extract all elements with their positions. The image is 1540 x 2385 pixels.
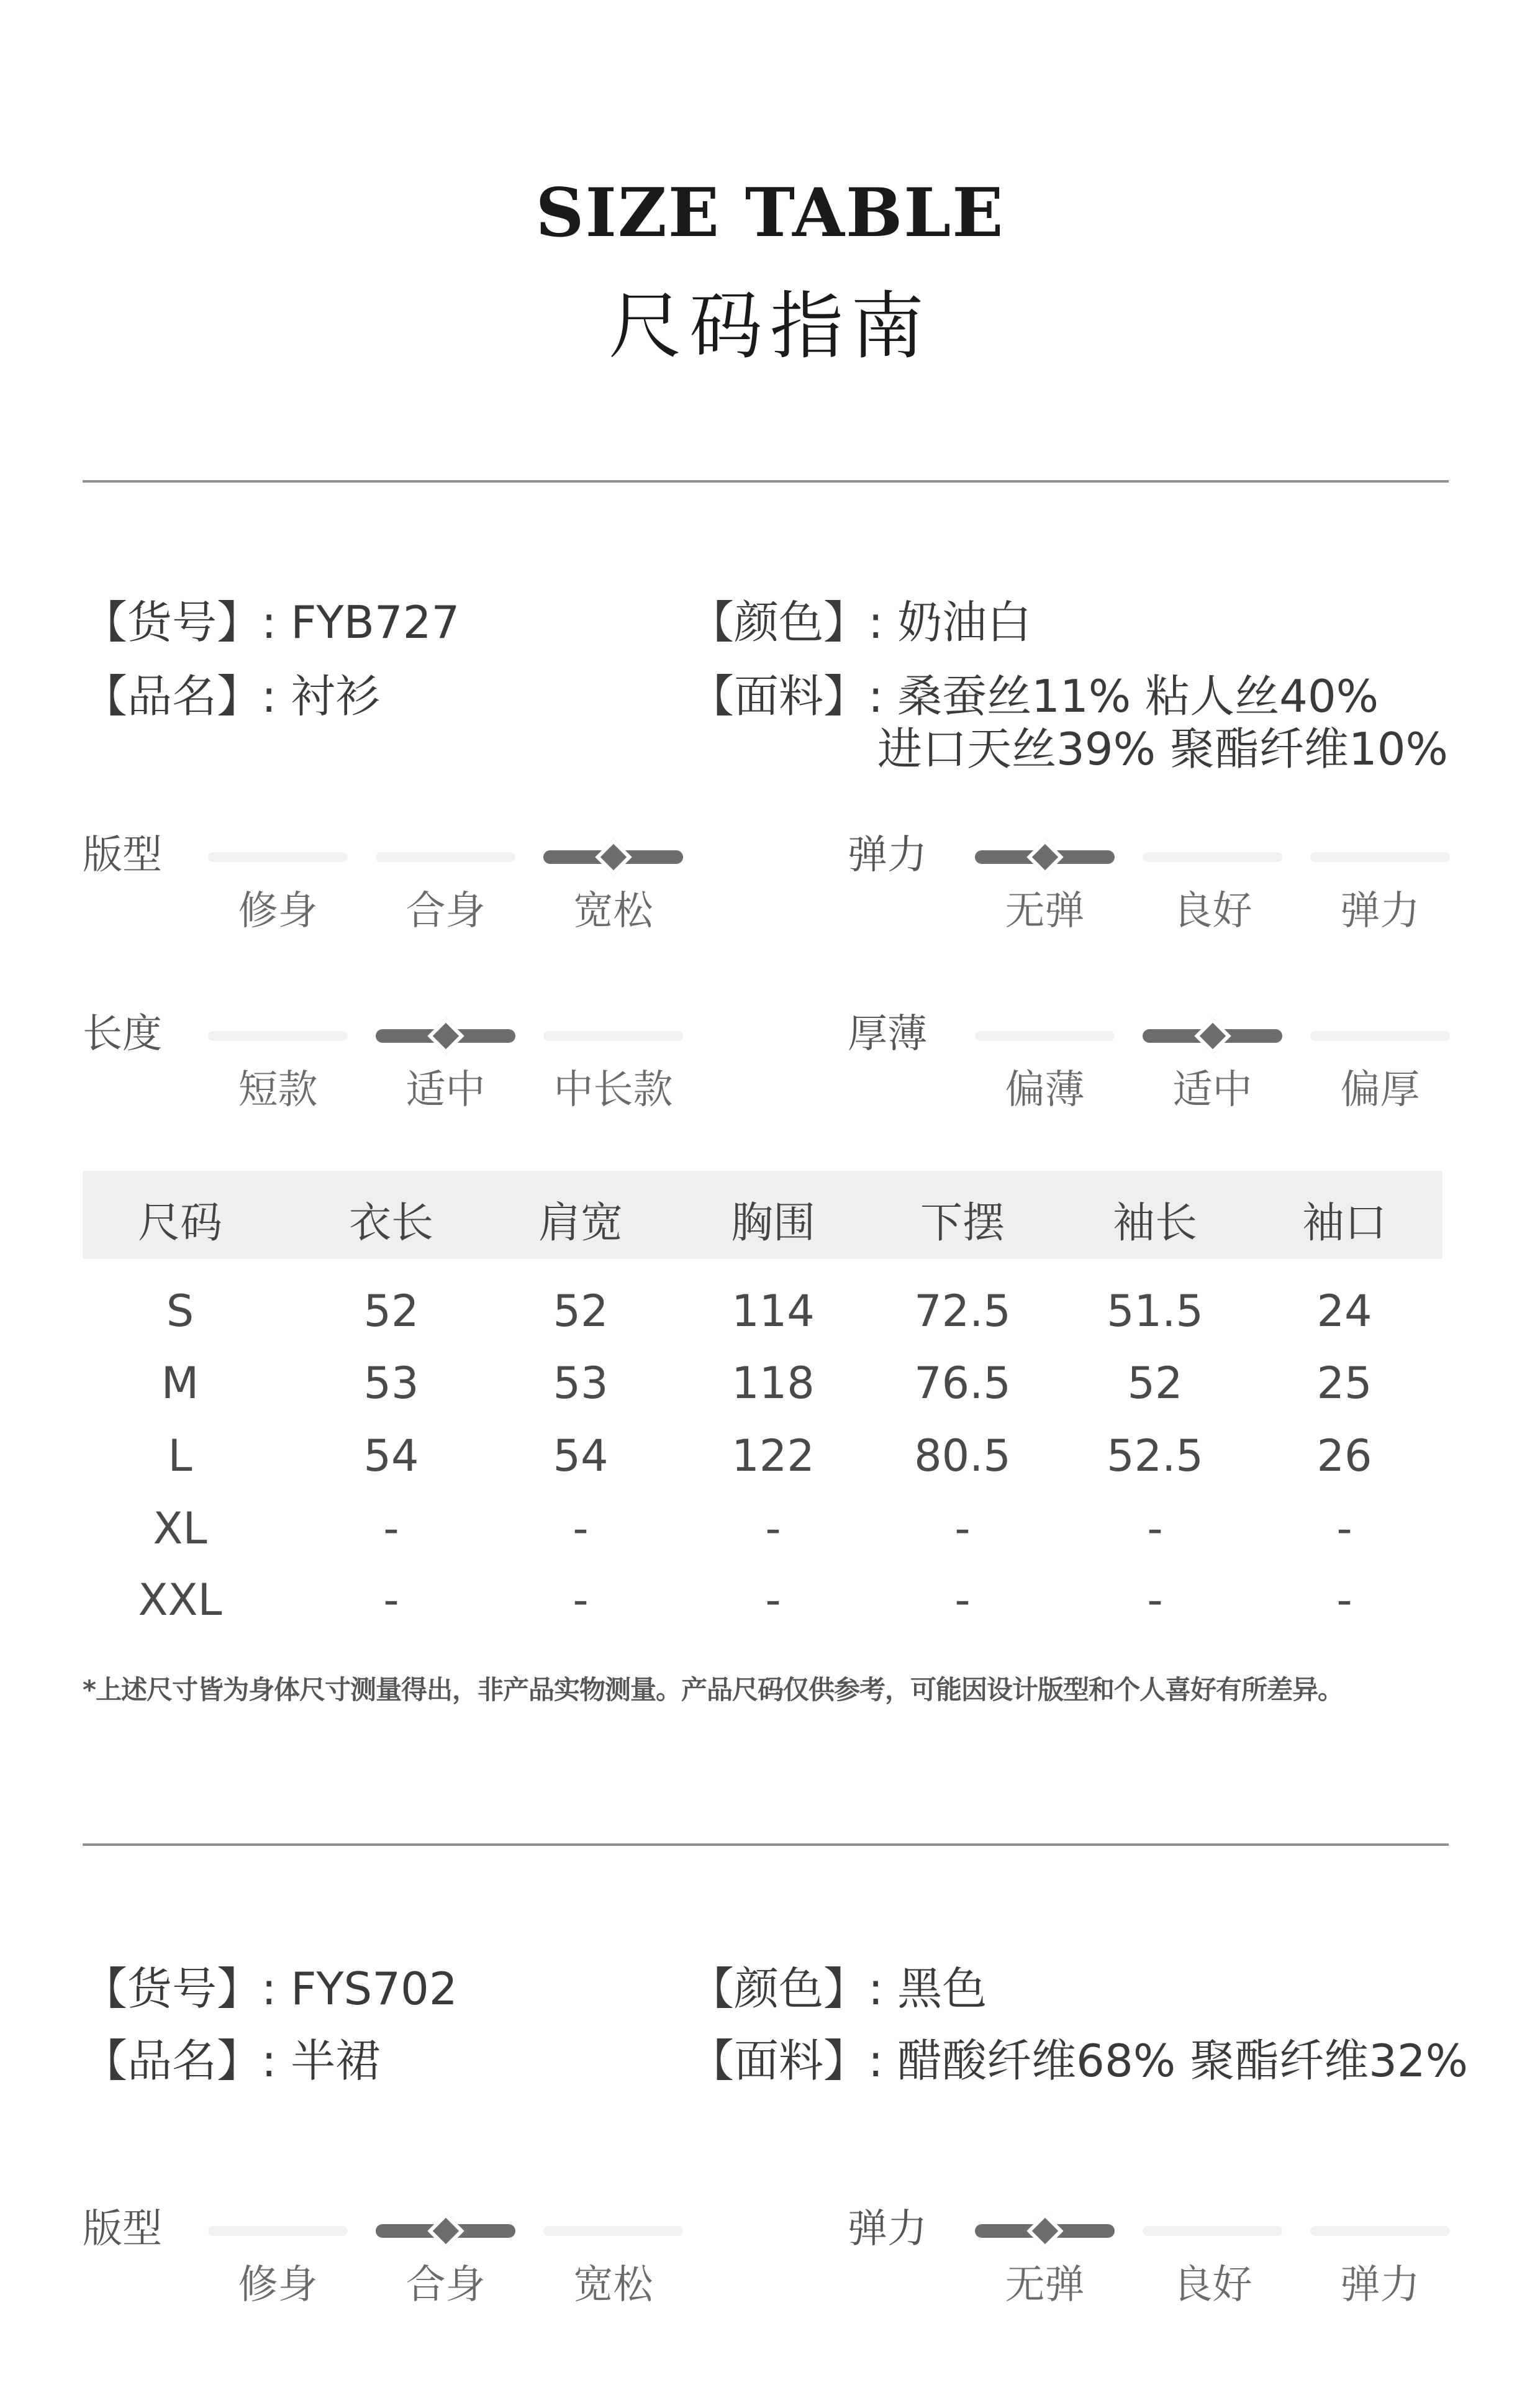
product1-thickness-segment [1310,1031,1450,1041]
table-cell: - [1147,1503,1163,1554]
table-cell: 53 [363,1358,419,1409]
table-cell: 52 [1127,1358,1183,1409]
product1-length-indicator [427,1017,464,1054]
color-2: 【颜色】: 黑色 [689,1963,987,2015]
product2-fit-indicator [427,2212,464,2249]
item-number-2: 【货号】: FYS702 [83,1963,458,2015]
title-chinese: 尺码指南 [608,283,931,369]
product1-elasticity-option: 良好 [1172,888,1252,934]
product2-fit-option: 宽松 [573,2262,653,2308]
product1-fit-option: 合身 [405,888,486,934]
table-cell: 25 [1316,1358,1372,1409]
product1-thickness-option: 偏薄 [1005,1067,1085,1113]
table-header-cell: 衣长 [348,1199,433,1248]
table-cell: - [765,1574,781,1625]
table-header-cell: 尺码 [137,1199,222,1248]
table-cell: 114 [732,1286,815,1337]
product1-fit-option: 修身 [238,888,318,934]
table-cell: 118 [732,1358,815,1409]
product2-elasticity-indicator [1026,2212,1063,2249]
product2-elasticity-label: 弹力 [848,2206,927,2252]
product1-length-segment [208,1031,348,1041]
product2-fit-option: 修身 [238,2262,318,2308]
product1-fit-indicator [595,838,632,875]
size-note: *上述尺寸皆为身体尺寸测量得出，非产品实物测量。产品尺码仅供参考，可能因设计版型和个人喜好有所差异。 [83,1674,1343,1705]
product2-elasticity-segment [1143,2226,1282,2236]
table-cell: - [954,1503,971,1554]
product1-elasticity-option: 无弹 [1005,888,1085,934]
title-english: SIZE TABLE [535,174,1005,252]
table-cell: - [1336,1503,1352,1554]
table-cell: 54 [553,1430,609,1481]
table-cell: 72.5 [914,1286,1011,1337]
product2-fit-option: 合身 [405,2262,486,2308]
fabric-1-line2: 进口天丝39% 聚酯纤维10% [877,723,1448,775]
divider-top [83,480,1449,483]
product1-fit-label: 版型 [83,832,162,878]
product2-fit-segment [208,2226,348,2236]
table-cell: 52 [553,1286,609,1337]
product1-elasticity-indicator [1026,838,1063,875]
product1-thickness-segment [975,1031,1115,1041]
table-cell: 53 [553,1358,609,1409]
table-cell: - [765,1503,781,1554]
table-cell: - [1147,1574,1163,1625]
product2-elasticity-option: 良好 [1172,2262,1252,2308]
product1-elasticity-segment [1143,852,1282,862]
table-cell: - [573,1574,589,1625]
product1-length-segment [543,1031,683,1041]
table-header-cell: 袖口 [1302,1199,1387,1248]
table-cell: 52.5 [1107,1430,1203,1481]
fabric-2: 【面料】: 醋酸纤维68% 聚酯纤维32% [689,2035,1469,2087]
table-cell: - [383,1574,399,1625]
table-cell: L [168,1430,192,1481]
table-cell: 80.5 [914,1430,1011,1481]
product1-elasticity-label: 弹力 [848,832,927,878]
product2-fit-label: 版型 [83,2206,162,2252]
table-cell: - [573,1503,589,1554]
product1-thickness-option: 适中 [1172,1067,1252,1113]
table-cell: - [383,1503,399,1554]
product1-length-option: 短款 [238,1067,318,1113]
product1-elasticity-segment [1310,852,1450,862]
table-cell: 51.5 [1107,1286,1203,1337]
table-cell: XXL [138,1574,222,1625]
table-header-cell: 肩宽 [538,1199,623,1248]
product1-length-option: 中长款 [553,1067,673,1113]
divider-middle [83,1843,1449,1846]
table-header-cell: 下摆 [920,1199,1005,1248]
table-cell: 122 [732,1430,815,1481]
product1-fit-segment [208,852,348,862]
table-cell: S [166,1286,194,1337]
table-cell: - [954,1574,971,1625]
product1-elasticity-option: 弹力 [1340,888,1420,934]
table-cell: 24 [1316,1286,1372,1337]
product1-thickness-indicator [1194,1017,1231,1054]
product-name-1: 【品名】: 衬衫 [83,670,381,722]
product2-elasticity-option: 无弹 [1005,2262,1085,2308]
product1-thickness-label: 厚薄 [848,1011,927,1057]
product2-elasticity-option: 弹力 [1340,2262,1420,2308]
table-cell: - [1336,1574,1352,1625]
product1-fit-option: 宽松 [573,888,653,934]
table-header-cell: 胸围 [730,1199,815,1248]
table-cell: XL [153,1503,207,1554]
item-number-1: 【货号】: FYB727 [83,596,460,648]
fabric-1-line1: 【面料】: 桑蚕丝11% 粘人丝40% [689,670,1379,722]
table-cell: 26 [1316,1430,1372,1481]
table-header-cell: 袖长 [1112,1199,1197,1248]
product2-fit-segment [543,2226,683,2236]
product1-length-option: 适中 [405,1067,486,1113]
product1-fit-segment [376,852,515,862]
table-cell: 54 [363,1430,419,1481]
product2-elasticity-segment [1310,2226,1450,2236]
product-name-2: 【品名】: 半裙 [83,2035,381,2087]
table-cell: 76.5 [914,1358,1011,1409]
table-cell: M [161,1358,199,1409]
color-1: 【颜色】: 奶油白 [689,596,1032,648]
product1-thickness-option: 偏厚 [1340,1067,1420,1113]
table-cell: 52 [363,1286,419,1337]
product1-length-label: 长度 [83,1011,162,1057]
